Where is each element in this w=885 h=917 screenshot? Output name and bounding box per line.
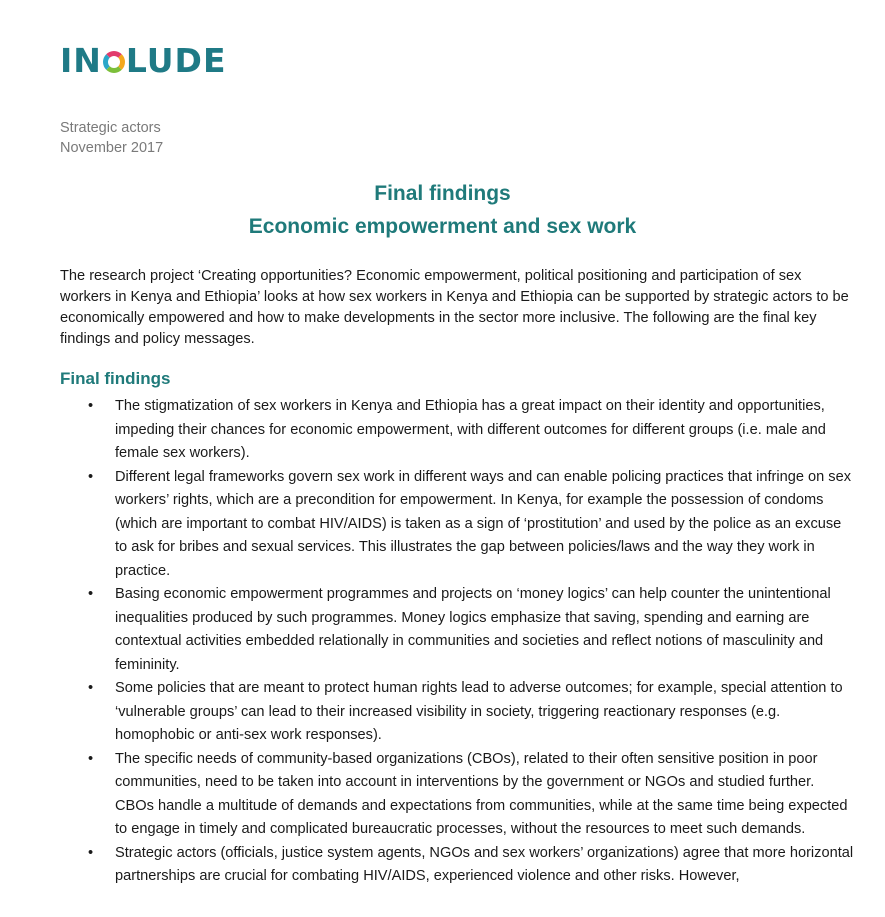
- bullet-icon: •: [88, 586, 94, 602]
- intro-paragraph: The research project ‘Creating opportunities? Economic empowerment, political positioning and participation of sex workers in Kenya and Ethiopia’ looks at how sex workers in Kenya and Ethiopia can be supported by strategic actors to be economically empowered and how to make developments in the sector more inclusive. The following are the final key findings and policy messages.: [60, 268, 849, 347]
- finding-item: [60, 583, 855, 677]
- finding-item: [60, 748, 855, 842]
- finding-item: [60, 842, 855, 889]
- finding-text: Basing economic empowerment programmes and projects on ‘money logics’ can help counter the unintentional inequalities produced by such programmes. Money logics emphasize that saving, spending and earning are contextual activities embedded relationally in communities and societies and reflect notions of masculinity and femininity.: [115, 586, 831, 673]
- finding-text: Some policies that are meant to protect human rights lead to adverse outcomes; for example, special attention to ‘vulnerable groups’ can lead to their increased visibility in society, triggering reactionary responses (e.g. homophobic or anti-sex work responses).: [115, 680, 843, 743]
- finding-item: [60, 677, 855, 748]
- bullet-icon: •: [88, 680, 94, 696]
- bullet-icon: •: [88, 398, 94, 414]
- finding-text: Strategic actors (officials, justice system agents, NGOs and sex workers’ organizations) agree that more horizontal partnerships are crucial for combating HIV/AIDS, experienced violence and other risks. However,: [115, 844, 854, 884]
- include-logo: [60, 41, 227, 80]
- bullet-icon: •: [88, 468, 94, 485]
- bullet-icon: •: [88, 750, 94, 767]
- meta-category: Strategic actors: [60, 120, 161, 136]
- findings-list: [60, 395, 855, 889]
- bullet-icon: •: [88, 844, 94, 861]
- logo-text-end: LUDE: [125, 41, 227, 80]
- document-meta: [60, 118, 163, 158]
- finding-text: The specific needs of community-based organizations (CBOs), related to their often sensitive position in poor communities, need to be taken into account in interventions by the government or NGOs and studied further. CBOs handle a multitude of demands and expectations from communities, while at the same time being expected to engage in timely and complicated bureaucratic processes, without the resources to meet such demands.: [115, 750, 848, 837]
- finding-text: Different legal frameworks govern sex work in different ways and can enable policing practices that infringe on sex workers’ rights, which are a precondition for empowerment. In Kenya, for example the possession of condoms (which are important to combat HIV/AIDS) is taken as a sign of ‘prostitution’ and used by the police as an excuse to ask for bribes and sexual services. This illustrates the gap between policies/laws and the way they work in practice.: [115, 468, 852, 579]
- logo-text-start: IN: [60, 41, 102, 80]
- finding-text: The stigmatization of sex workers in Kenya and Ethiopia has a great impact on their identity and opportunities, impeding their chances for economic empowerment, with different outcomes for different groups (i.e. male and female sex workers).: [115, 398, 826, 461]
- section-heading: Final findings: [60, 369, 171, 388]
- page-subtitle: Economic empowerment and sex work: [248, 215, 637, 238]
- meta-date: November 2017: [60, 140, 164, 156]
- page-title: Final findings: [374, 182, 511, 205]
- finding-item: [60, 395, 855, 466]
- finding-item: [60, 466, 855, 584]
- logo-ring-icon: [103, 51, 125, 73]
